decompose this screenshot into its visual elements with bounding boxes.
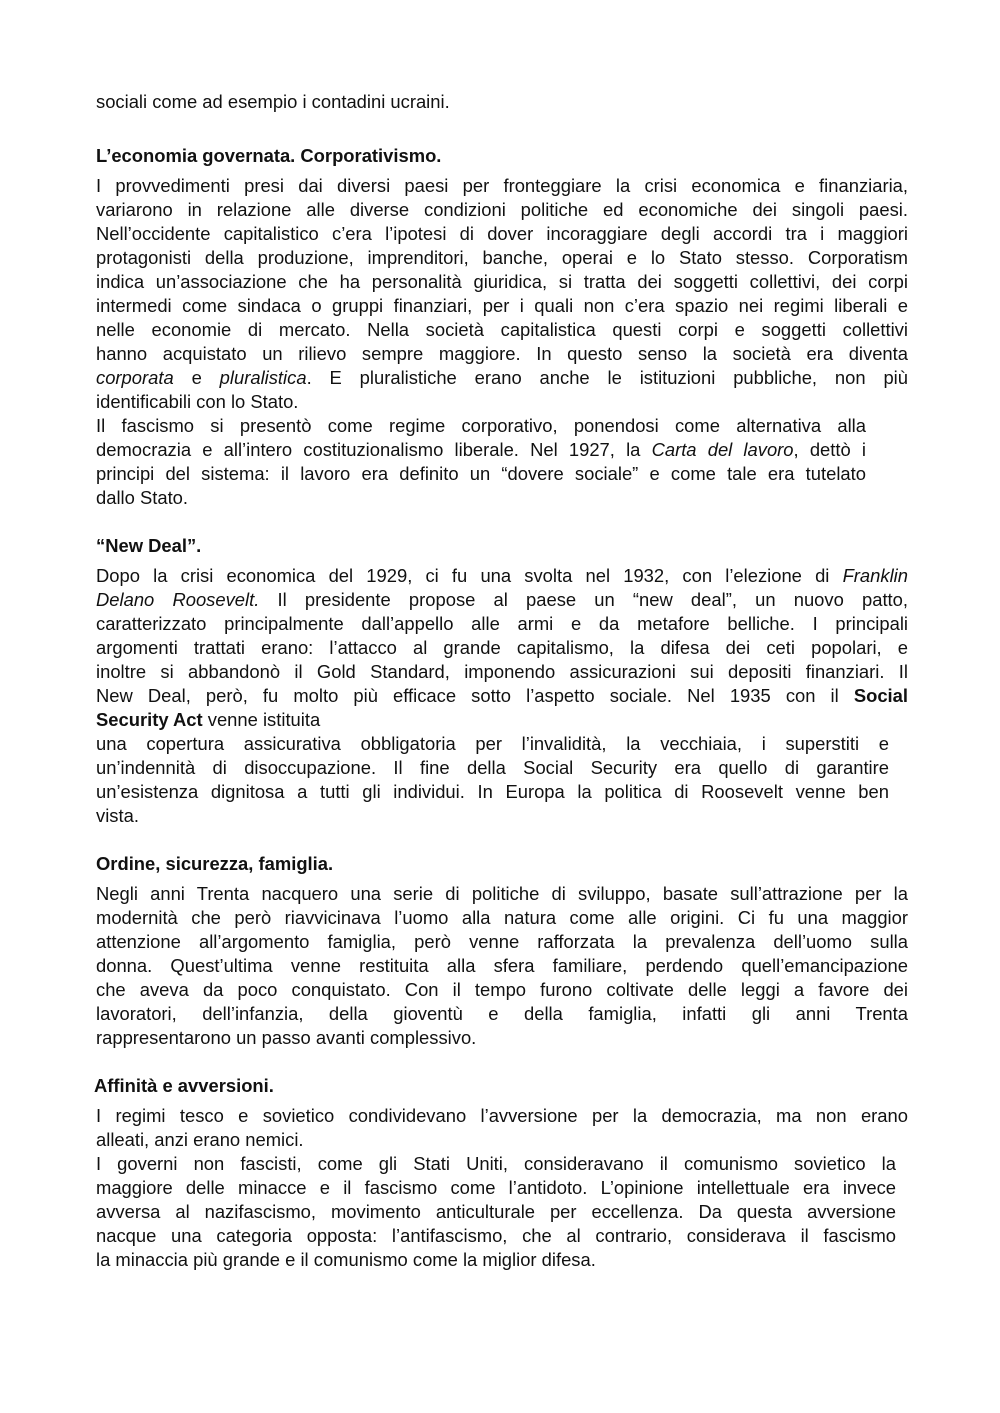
text-line: un’indennità di disoccupazione. Il fine della Social Security era quello di garantire bbox=[96, 757, 889, 778]
text-line: Nell’occidente capitalistico c’era l’ipotesi di dover incoraggiare degli accordi tra i maggiori bbox=[96, 223, 908, 244]
text-line bbox=[96, 438, 866, 462]
text-line: una copertura assicurativa obbligatoria per l’invalidità, la vecchiaia, i superstiti e bbox=[96, 733, 889, 754]
text-line: rappresentarono un passo avanti complessivo. bbox=[96, 1027, 477, 1048]
text-line: modernità che però riavvicinava l’uomo alla natura come alle origini. Ci fu una maggior bbox=[96, 907, 908, 928]
italic-term: Carta del lavoro bbox=[651, 439, 794, 460]
text-line: nelle economie di mercato. Nella società capitalistica questi corpi e soggetti collettivi bbox=[96, 319, 908, 340]
text-line: I regimi tesco e sovietico condividevano l’avversione per la democrazia, ma non erano bbox=[96, 1105, 908, 1126]
text-fragment: Dopo la crisi economica del 1929, ci fu una svolta nel 1932, con l’elezione di bbox=[96, 565, 843, 586]
paragraph-affinita-1 bbox=[96, 1104, 908, 1152]
text-line: I provvedimenti presi dai diversi paesi per fronteggiare la crisi economica e finanziaria, bbox=[96, 175, 908, 196]
text-line: hanno acquistato un rilievo sempre maggiore. In questo senso la società era diventa bbox=[96, 343, 908, 364]
text-line: maggiore delle minacce e il fascismo come l’antidoto. L’opinione intellettuale era invece bbox=[96, 1177, 896, 1198]
text-fragment: . E pluralistiche erano anche le istituzioni pubbliche, non più bbox=[306, 367, 908, 388]
italic-term: Franklin bbox=[842, 565, 908, 586]
text-line: attenzione all’argomento famiglia, però venne rafforzata la prevalenza dell’uomo sulla bbox=[96, 931, 908, 952]
text-fragment: , dettò i bbox=[793, 439, 866, 460]
text-fragment: e bbox=[173, 367, 220, 388]
text-line bbox=[96, 588, 908, 612]
text-line: la minaccia più grande e il comunismo come la miglior difesa. bbox=[96, 1249, 596, 1270]
text-line bbox=[96, 366, 908, 390]
text-line: argomenti trattati erano: l’attacco al grande capitalismo, la difesa dei ceti popolari, e bbox=[96, 637, 908, 658]
text-line: dallo Stato. bbox=[96, 487, 189, 508]
intro-line: sociali come ad esempio i contadini ucraini. bbox=[96, 91, 450, 112]
text-line: intermedi come sindaca o gruppi finanziari, per i quali non c’era spazio nei regimi liberali e bbox=[96, 295, 908, 316]
text-line: vista. bbox=[96, 805, 139, 826]
text-line: alleati, anzi erano nemici. bbox=[96, 1129, 304, 1150]
paragraph-ordine-1 bbox=[96, 882, 908, 1050]
text-line: avversa al nazifascismo, movimento anticulturale per eccellenza. Da questa avversione bbox=[96, 1201, 896, 1222]
text-line bbox=[96, 708, 908, 732]
text-line: indica un’associazione che ha personalità giuridica, si tratta dei soggetti collettivi, dei corpi bbox=[96, 271, 908, 292]
text-line: I governi non fascisti, come gli Stati Uniti, consideravano il comunismo sovietico la bbox=[96, 1153, 896, 1174]
text-line: protagonisti della produzione, imprenditori, banche, operai e lo Stato stesso. Corporatism bbox=[96, 247, 908, 268]
text-line: un’esistenza dignitosa a tutti gli individui. In Europa la politica di Roosevelt venne ben bbox=[96, 781, 889, 802]
paragraph-economia-1 bbox=[96, 174, 908, 414]
text-line: principi del sistema: il lavoro era definito un “dovere sociale” e come tale era tutelato bbox=[96, 463, 866, 484]
text-fragment: Il presidente propose al paese un “new deal”, un nuovo patto, bbox=[259, 589, 908, 610]
text-line: lavoratori, dell’infanzia, della gioventù e della famiglia, infatti gli anni Trenta bbox=[96, 1003, 908, 1024]
text-fragment: venne istituita bbox=[202, 709, 321, 730]
text-line: variarono in relazione alle diverse condizioni politiche ed economiche dei singoli paesi. bbox=[96, 199, 908, 220]
text-line: donna. Quest’ultima venne restituita alla sfera familiare, perdendo quell’emancipazione bbox=[96, 955, 908, 976]
paragraph-affinita-2 bbox=[96, 1152, 896, 1272]
text-line: che aveva da poco conquistato. Con il tempo furono coltivate delle leggi a favore dei bbox=[96, 979, 908, 1000]
text-line: caratterizzato principalmente dall’appello alle armi e da metafore belliche. I principali bbox=[96, 613, 908, 634]
text-fragment: New Deal, però, fu molto più efficace sotto l’aspetto sociale. Nel 1935 con il bbox=[96, 685, 854, 706]
bold-term: Security Act bbox=[96, 709, 203, 730]
text-line: nacque una categoria opposta: l’antifascismo, che al contrario, considerava il fascismo bbox=[96, 1225, 896, 1246]
text-line bbox=[96, 684, 908, 708]
section-heading-ordine: Ordine, sicurezza, famiglia. bbox=[96, 853, 334, 874]
section-heading-economia: L’economia governata. Corporativismo. bbox=[96, 145, 442, 166]
italic-term: corporata bbox=[96, 367, 174, 388]
text-line: Il fascismo si presentò come regime corporativo, ponendosi come alternativa alla bbox=[96, 415, 866, 436]
text-line: identificabili con lo Stato. bbox=[96, 391, 299, 412]
paragraph-new-deal-1 bbox=[96, 564, 908, 732]
italic-term: Delano Roosevelt. bbox=[96, 589, 260, 610]
section-heading-new-deal: “New Deal”. bbox=[96, 535, 202, 556]
italic-term: pluralistica bbox=[219, 367, 307, 388]
paragraph-new-deal-2 bbox=[96, 732, 889, 828]
bold-term: Social bbox=[853, 685, 908, 706]
text-fragment: democrazia e all’intero costituzionalismo liberale. Nel 1927, la bbox=[96, 439, 652, 460]
text-line bbox=[96, 564, 908, 588]
text-line: Negli anni Trenta nacquero una serie di politiche di sviluppo, basate sull’attrazione per la bbox=[96, 883, 908, 904]
section-heading-affinita: Affinità e avversioni. bbox=[94, 1075, 274, 1096]
text-line: inoltre si abbandonò il Gold Standard, imponendo assicurazioni sui depositi finanziari. Il bbox=[96, 661, 908, 682]
paragraph-economia-2 bbox=[96, 414, 866, 510]
